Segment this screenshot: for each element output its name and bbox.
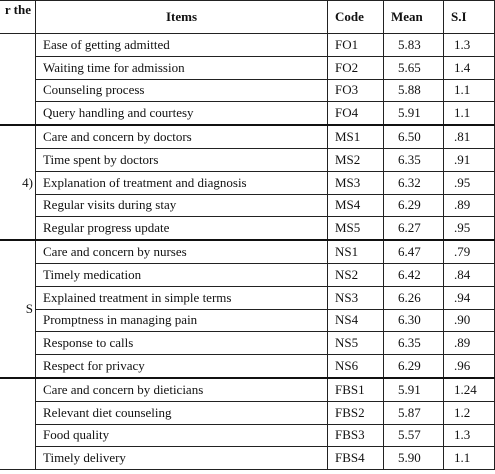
table-row xyxy=(0,401,495,424)
sd-cell: .94 xyxy=(444,286,495,309)
sd-cell: .89 xyxy=(444,332,495,355)
table-row xyxy=(0,332,495,355)
table-row xyxy=(0,194,495,217)
sd-cell: 1.24 xyxy=(444,378,495,401)
code-cell: NS1 xyxy=(328,240,384,263)
item-cell: Response to calls xyxy=(36,332,328,355)
table-row xyxy=(0,171,495,194)
mean-cell: 5.91 xyxy=(384,378,444,401)
table-row xyxy=(0,148,495,171)
mean-cell: 6.32 xyxy=(384,171,444,194)
item-cell: Explanation of treatment and diagnosis xyxy=(36,171,328,194)
mean-cell: 5.90 xyxy=(384,447,444,470)
item-cell: Care and concern by dieticians xyxy=(36,378,328,401)
item-cell: Time spent by doctors xyxy=(36,148,328,171)
code-cell: NS3 xyxy=(328,286,384,309)
table-row xyxy=(0,378,495,401)
mean-cell: 5.65 xyxy=(384,56,444,79)
item-cell: Timely medication xyxy=(36,263,328,286)
item-cell: Explained treatment in simple terms xyxy=(36,286,328,309)
header-code: Code xyxy=(328,1,384,34)
table-row xyxy=(0,309,495,332)
table-row xyxy=(0,447,495,470)
item-cell: Care and concern by doctors xyxy=(36,125,328,148)
code-cell: FBS3 xyxy=(328,424,384,447)
code-cell: MS5 xyxy=(328,217,384,240)
sd-cell: .79 xyxy=(444,240,495,263)
item-cell: Counseling process xyxy=(36,79,328,102)
code-cell: MS2 xyxy=(328,148,384,171)
mean-cell: 6.29 xyxy=(384,194,444,217)
code-cell: FO1 xyxy=(328,34,384,57)
table-row xyxy=(0,125,495,148)
item-cell: Ease of getting admitted xyxy=(36,34,328,57)
item-cell: Care and concern by nurses xyxy=(36,240,328,263)
code-cell: MS4 xyxy=(328,194,384,217)
mean-cell: 5.87 xyxy=(384,401,444,424)
item-cell: Relevant diet counseling xyxy=(36,401,328,424)
dimension-cell xyxy=(0,378,36,470)
mean-cell: 6.30 xyxy=(384,309,444,332)
item-cell: Food quality xyxy=(36,424,328,447)
item-cell: Timely delivery xyxy=(36,447,328,470)
item-cell: Waiting time for admission xyxy=(36,56,328,79)
sd-cell: 1.3 xyxy=(444,34,495,57)
dimension-cell: S xyxy=(0,240,36,378)
header-sd: S.I xyxy=(444,1,495,34)
code-cell: NS2 xyxy=(328,263,384,286)
header-row xyxy=(0,1,495,34)
item-cell: Regular visits during stay xyxy=(36,194,328,217)
table-row xyxy=(0,56,495,79)
code-cell: FBS1 xyxy=(328,378,384,401)
item-cell: Regular progress update xyxy=(36,217,328,240)
table-row xyxy=(0,286,495,309)
item-cell: Query handling and courtesy xyxy=(36,102,328,125)
sd-cell: 1.1 xyxy=(444,79,495,102)
mean-cell: 6.29 xyxy=(384,355,444,378)
mean-cell: 6.35 xyxy=(384,332,444,355)
sd-cell: 1.1 xyxy=(444,447,495,470)
table-row xyxy=(0,79,495,102)
dimension-cell: 4) xyxy=(0,125,36,240)
code-cell: NS5 xyxy=(328,332,384,355)
sd-cell: 1.2 xyxy=(444,401,495,424)
code-cell: FO4 xyxy=(328,102,384,125)
mean-cell: 5.57 xyxy=(384,424,444,447)
code-cell: NS4 xyxy=(328,309,384,332)
sd-cell: .89 xyxy=(444,194,495,217)
header-dimension: r the xyxy=(0,1,36,34)
mean-cell: 6.47 xyxy=(384,240,444,263)
sd-cell: 1.4 xyxy=(444,56,495,79)
table-row xyxy=(0,355,495,378)
table-body xyxy=(0,34,495,470)
mean-cell: 6.27 xyxy=(384,217,444,240)
code-cell: FO2 xyxy=(328,56,384,79)
mean-cell: 5.83 xyxy=(384,34,444,57)
sd-cell: .95 xyxy=(444,217,495,240)
sd-cell: .90 xyxy=(444,309,495,332)
header-mean: Mean xyxy=(384,1,444,34)
code-cell: FO3 xyxy=(328,79,384,102)
mean-cell: 6.35 xyxy=(384,148,444,171)
table-row xyxy=(0,240,495,263)
sd-cell: .84 xyxy=(444,263,495,286)
mean-cell: 6.50 xyxy=(384,125,444,148)
header-items: Items xyxy=(36,1,328,34)
sd-cell: .95 xyxy=(444,171,495,194)
mean-cell: 5.88 xyxy=(384,79,444,102)
code-cell: NS6 xyxy=(328,355,384,378)
sd-cell: .91 xyxy=(444,148,495,171)
code-cell: MS3 xyxy=(328,171,384,194)
table-row xyxy=(0,102,495,125)
code-cell: FBS4 xyxy=(328,447,384,470)
mean-cell: 5.91 xyxy=(384,102,444,125)
sd-cell: 1.3 xyxy=(444,424,495,447)
item-cell: Promptness in managing pain xyxy=(36,309,328,332)
sd-cell: 1.1 xyxy=(444,102,495,125)
table-row xyxy=(0,34,495,57)
mean-cell: 6.42 xyxy=(384,263,444,286)
table-row xyxy=(0,424,495,447)
code-cell: FBS2 xyxy=(328,401,384,424)
code-cell: MS1 xyxy=(328,125,384,148)
dimension-cell xyxy=(0,34,36,126)
item-cell: Respect for privacy xyxy=(36,355,328,378)
sd-cell: .81 xyxy=(444,125,495,148)
mean-cell: 6.26 xyxy=(384,286,444,309)
sd-cell: .96 xyxy=(444,355,495,378)
table-row xyxy=(0,217,495,240)
table-row xyxy=(0,263,495,286)
